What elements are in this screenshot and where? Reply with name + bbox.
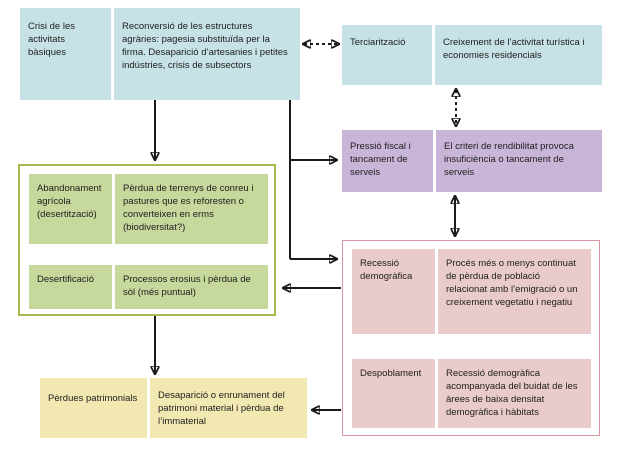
node-terciaritzacio-desc: Creixement de l’activitat turística i economies residencials bbox=[435, 25, 602, 85]
node-crisi-desc: Reconversió de les estructures agràries: pagesia substituïda per la firma. Desaparició d’artesanies i petites indústries, crisis de subsectors bbox=[114, 8, 300, 100]
node-pressio-label: Pressió fiscal i tancament de serveis bbox=[342, 130, 433, 192]
node-recessio-desc: Procés més o menys continuat de pèrdua de població relacionat amb l’emigració o un creixement vegetatiu i negatiu bbox=[438, 249, 591, 334]
group-demography bbox=[342, 240, 600, 436]
node-desertificacio-label: Desertificació bbox=[29, 265, 112, 309]
node-desertificacio-desc: Processos erosius i pèrdua de sòl (més puntual) bbox=[115, 265, 268, 309]
node-despoblament-label: Despoblament bbox=[352, 359, 435, 428]
node-crisi-label: Crisi de les activitats bàsiques bbox=[20, 8, 111, 100]
node-abandonament-label: Abandonament agrícola (desertització) bbox=[29, 174, 112, 244]
node-recessio-label: Recessió demogràfica bbox=[352, 249, 435, 334]
node-despoblament-desc: Recessió demogràfica acompanyada del buidat de les àrees de baixa densitat demogràfica i hàbitats bbox=[438, 359, 591, 428]
node-pressio-desc: El criteri de rendibilitat provoca insuficiència o tancament de serveis bbox=[436, 130, 602, 192]
node-terciaritzacio-label: Terciarització bbox=[342, 25, 432, 85]
node-perdues-desc: Desaparició o enrunament del patrimoni material i pèrdua de l’immaterial bbox=[150, 378, 307, 438]
group-environment bbox=[18, 164, 276, 316]
node-perdues-label: Pèrdues patrimonials bbox=[40, 378, 147, 438]
node-abandonament-desc: Pèrdua de terrenys de conreu i pastures que es reforesten o converteixen en erms (biodiversitat?) bbox=[115, 174, 268, 244]
